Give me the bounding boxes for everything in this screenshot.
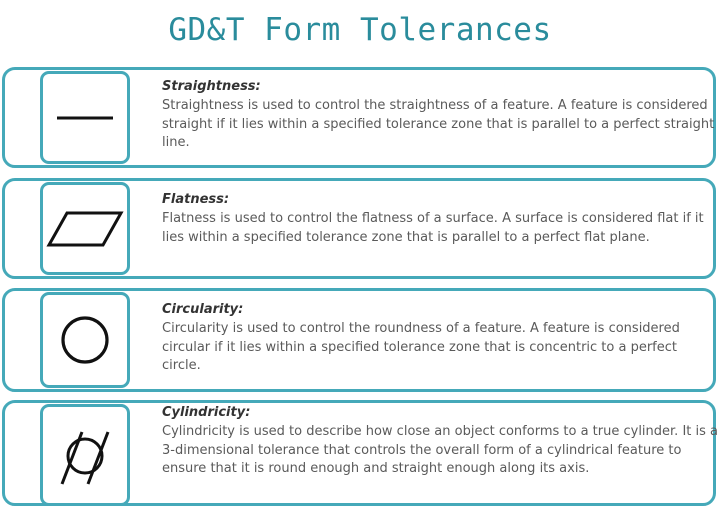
straightness-text [162,77,718,153]
circularity-symbol-icon [55,310,115,370]
cylindricity-symbol-icon [50,420,120,490]
circularity-heading: Circularity: [162,302,244,317]
cylindricity-text [162,403,718,479]
flatness-icon-box [40,182,130,275]
cylindricity-description: Cylindricity is used to describe how close an object conforms to a true cylinder. It is a 3-dimensional tolerance that controls the overall form of a cylindrical feature to ensure that it is round enough and straight enough along its axis. [162,424,718,476]
straightness-heading: Straightness: [162,79,261,94]
flatness-description: Flatness is used to control the flatness of a surface. A surface is considered flat if it lies within a specified tolerance zone that is parallel to a perfect flat plane. [162,211,704,245]
flatness-heading: Flatness: [162,192,230,207]
flatness-text [162,190,718,247]
cylindricity-heading: Cylindricity: [162,405,251,420]
circularity-icon-box [40,292,130,388]
circularity-card [2,288,716,392]
circularity-description: Circularity is used to control the roundness of a feature. A feature is considered circular if it lies within a specified tolerance zone that is concentric to a perfect circle. [162,321,680,373]
straightness-card [2,67,716,168]
straightness-symbol-icon [50,98,120,138]
cylindricity-icon-box [40,404,130,506]
flatness-card [2,178,716,279]
page-title: GD&T Form Tolerances [168,12,552,48]
straightness-description: Straightness is used to control the straightness of a feature. A feature is considered straight if it lies within a specified tolerance zone that is parallel to a perfect straight line. [162,98,715,150]
flatness-symbol-icon [45,204,125,254]
cylindricity-card [2,400,716,506]
straightness-icon-box [40,71,130,164]
circularity-text [162,300,718,376]
